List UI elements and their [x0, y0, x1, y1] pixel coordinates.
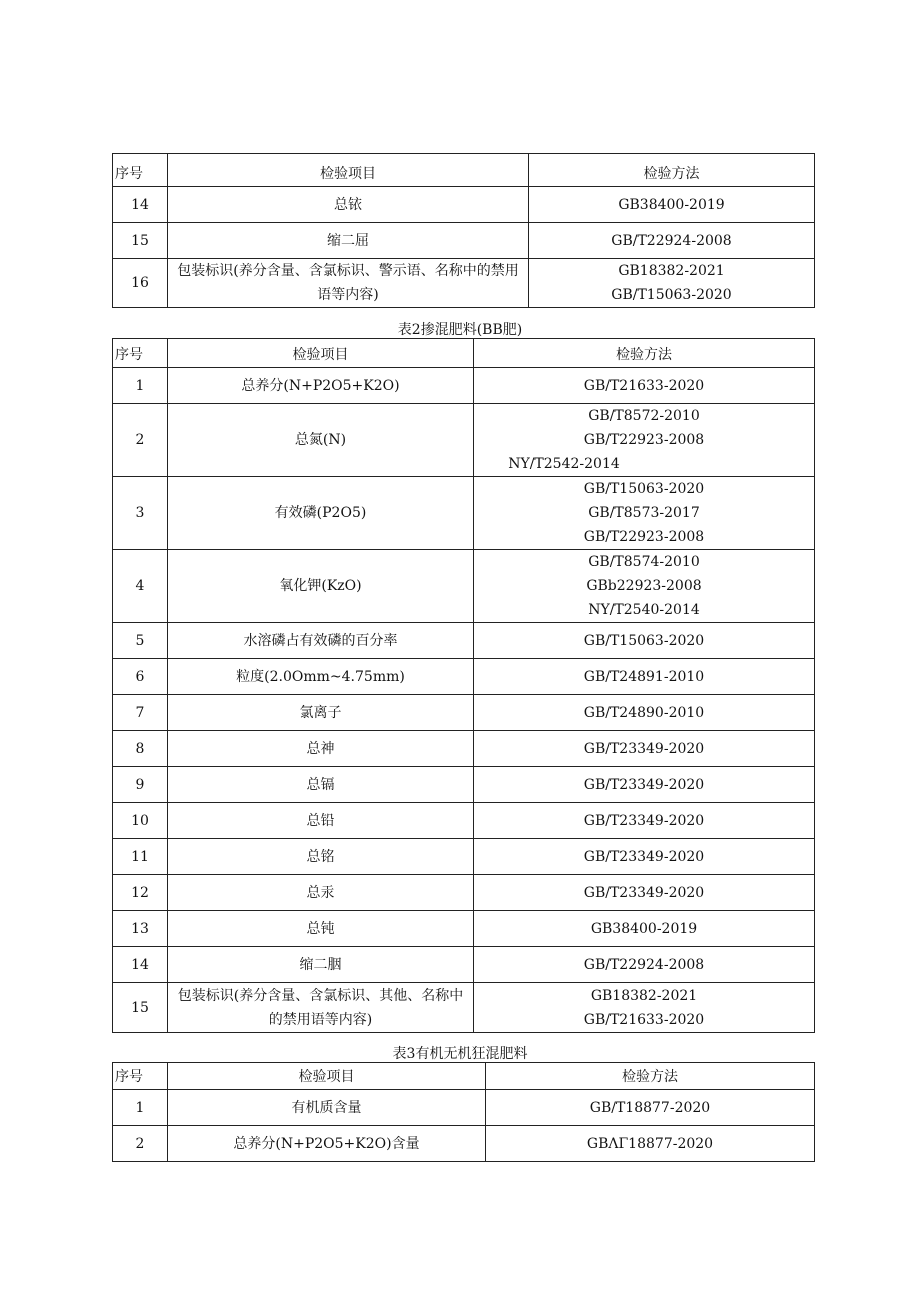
method-line: GB/T23349-2020 [583, 848, 705, 865]
table-row [113, 983, 815, 1033]
table-header-row [113, 154, 815, 187]
row-no: 11 [113, 839, 168, 875]
method-line: NY/T2540-2014 [588, 602, 700, 618]
method-line: GB/T8572-2010 [588, 408, 700, 424]
row-method [474, 731, 815, 767]
row-item: 总铅 [168, 803, 474, 839]
method-line: GB18382-2021 [618, 263, 725, 279]
row-no: 14 [113, 187, 168, 223]
method-line: GB/T8573-2017 [588, 505, 700, 521]
row-no: 10 [113, 803, 168, 839]
method-line: GB/T23349-2020 [583, 740, 705, 757]
method-line: GB/T22923-2008 [583, 529, 705, 545]
row-method [474, 803, 815, 839]
row-no: 1 [113, 368, 168, 404]
inspection-table-1 [112, 153, 815, 308]
row-item: 总铱 [168, 187, 529, 223]
method-line: GB18382-2021 [590, 987, 698, 1004]
row-method [486, 1126, 815, 1162]
method-line: GB/T22924-2008 [611, 232, 732, 249]
row-no: 8 [113, 731, 168, 767]
method-line: GB/T21633-2020 [583, 1011, 705, 1028]
row-no: 2 [113, 404, 168, 477]
row-no: 15 [113, 983, 168, 1033]
table-header-row [113, 339, 815, 368]
method-line: GB/T23349-2020 [583, 812, 705, 829]
header-method: 检验方法 [529, 154, 815, 187]
table-row [113, 1090, 815, 1126]
row-no: 12 [113, 875, 168, 911]
table-row [113, 767, 815, 803]
table-row [113, 911, 815, 947]
row-method [474, 767, 815, 803]
row-no: 14 [113, 947, 168, 983]
row-item: 总镉 [168, 767, 474, 803]
table-row [113, 477, 815, 550]
row-no: 9 [113, 767, 168, 803]
row-method [474, 875, 815, 911]
row-method [529, 187, 815, 223]
row-item: 有机质含量 [168, 1090, 486, 1126]
row-item: 粒度(2.0Omm~4.75mm) [168, 659, 474, 695]
header-method: 检验方法 [486, 1063, 815, 1090]
row-item: 氯离子 [168, 695, 474, 731]
table-row [113, 731, 815, 767]
header-item: 检验项目 [168, 339, 474, 368]
row-method [529, 223, 815, 259]
table-row [113, 550, 815, 623]
row-method [474, 659, 815, 695]
method-line: GB/T21633-2020 [583, 377, 705, 394]
row-item: 有效磷(P2O5) [168, 477, 474, 550]
table-2-caption: 表2掺混肥料(BB肥) [397, 322, 523, 338]
table-row [113, 259, 815, 308]
table-row [113, 695, 815, 731]
method-line: GB/T23349-2020 [583, 776, 705, 793]
row-item: 总汞 [168, 875, 474, 911]
row-item: 氧化钾(KzO) [168, 550, 474, 623]
method-line: GB/T24890-2010 [583, 704, 705, 721]
row-no: 5 [113, 623, 168, 659]
row-method [474, 404, 815, 477]
row-method [474, 839, 815, 875]
table-row [113, 947, 815, 983]
row-method [474, 368, 815, 404]
row-no: 13 [113, 911, 168, 947]
inspection-table-2 [112, 338, 815, 1033]
table-row [113, 1126, 815, 1162]
method-line: NY/T2542-2014 [508, 456, 620, 472]
row-no: 7 [113, 695, 168, 731]
table-row [113, 223, 815, 259]
row-no: 15 [113, 223, 168, 259]
table-row [113, 875, 815, 911]
table-row [113, 623, 815, 659]
row-no: 4 [113, 550, 168, 623]
table-row [113, 404, 815, 477]
row-item [168, 259, 529, 308]
method-line: GBΛΓ18877-2020 [586, 1135, 714, 1152]
row-no: 16 [113, 259, 168, 308]
method-line: GB38400-2019 [590, 920, 698, 937]
table-header-row [113, 1063, 815, 1090]
row-method [474, 623, 815, 659]
header-no: 序号 [113, 1063, 168, 1090]
row-item: 总氮(N) [168, 404, 474, 477]
method-line: GB/T15063-2020 [583, 632, 705, 649]
row-method [474, 947, 815, 983]
method-line: GB/T15063-2020 [583, 481, 705, 497]
row-method [474, 477, 815, 550]
row-no: 6 [113, 659, 168, 695]
table-row [113, 839, 815, 875]
method-line: GB/T22924-2008 [583, 956, 705, 973]
row-item: 总神 [168, 731, 474, 767]
row-item: 总养分(N+P2O5+K2O)含量 [168, 1126, 486, 1162]
row-method [486, 1090, 815, 1126]
table-row [113, 368, 815, 404]
header-item: 检验项目 [168, 1063, 486, 1090]
table-row [113, 659, 815, 695]
header-method: 检验方法 [474, 339, 815, 368]
method-line: GBb22923-2008 [586, 578, 702, 594]
row-method [474, 550, 815, 623]
row-method [474, 911, 815, 947]
row-item: 总铭 [168, 839, 474, 875]
row-no: 3 [113, 477, 168, 550]
method-line: GB38400-2019 [618, 196, 725, 213]
row-method [474, 983, 815, 1033]
row-item: 缩二胭 [168, 947, 474, 983]
row-no: 2 [113, 1126, 168, 1162]
inspection-table-3 [112, 1062, 815, 1162]
row-item: 缩二屈 [168, 223, 529, 259]
method-line: GB/T22923-2008 [583, 432, 705, 448]
row-method [529, 259, 815, 308]
header-item: 检验项目 [168, 154, 529, 187]
method-line: GB/T23349-2020 [583, 884, 705, 901]
table-row [113, 187, 815, 223]
item-text: 包装标识(养分含量、含氯标识、警示语、名称中的禁用语等内容) [177, 263, 519, 303]
method-line: GB/T24891-2010 [583, 668, 705, 685]
method-line: GB/T15063-2020 [611, 287, 732, 303]
row-method [474, 695, 815, 731]
row-item: 总钝 [168, 911, 474, 947]
row-item [168, 983, 474, 1033]
row-item: 水溶磷占有效磷的百分率 [168, 623, 474, 659]
table-row [113, 803, 815, 839]
item-text: 包装标识(养分含量、含氯标识、其他、名称中的禁用语等内容) [177, 987, 464, 1028]
table-3-caption: 表3有机无机狂混肥料 [392, 1046, 528, 1062]
header-no: 序号 [113, 339, 168, 368]
method-line: GB/T18877-2020 [589, 1099, 711, 1116]
row-item: 总养分(N+P2O5+K2O) [168, 368, 474, 404]
method-line: GB/T8574-2010 [588, 554, 700, 570]
row-no: 1 [113, 1090, 168, 1126]
header-no: 序号 [113, 154, 168, 187]
